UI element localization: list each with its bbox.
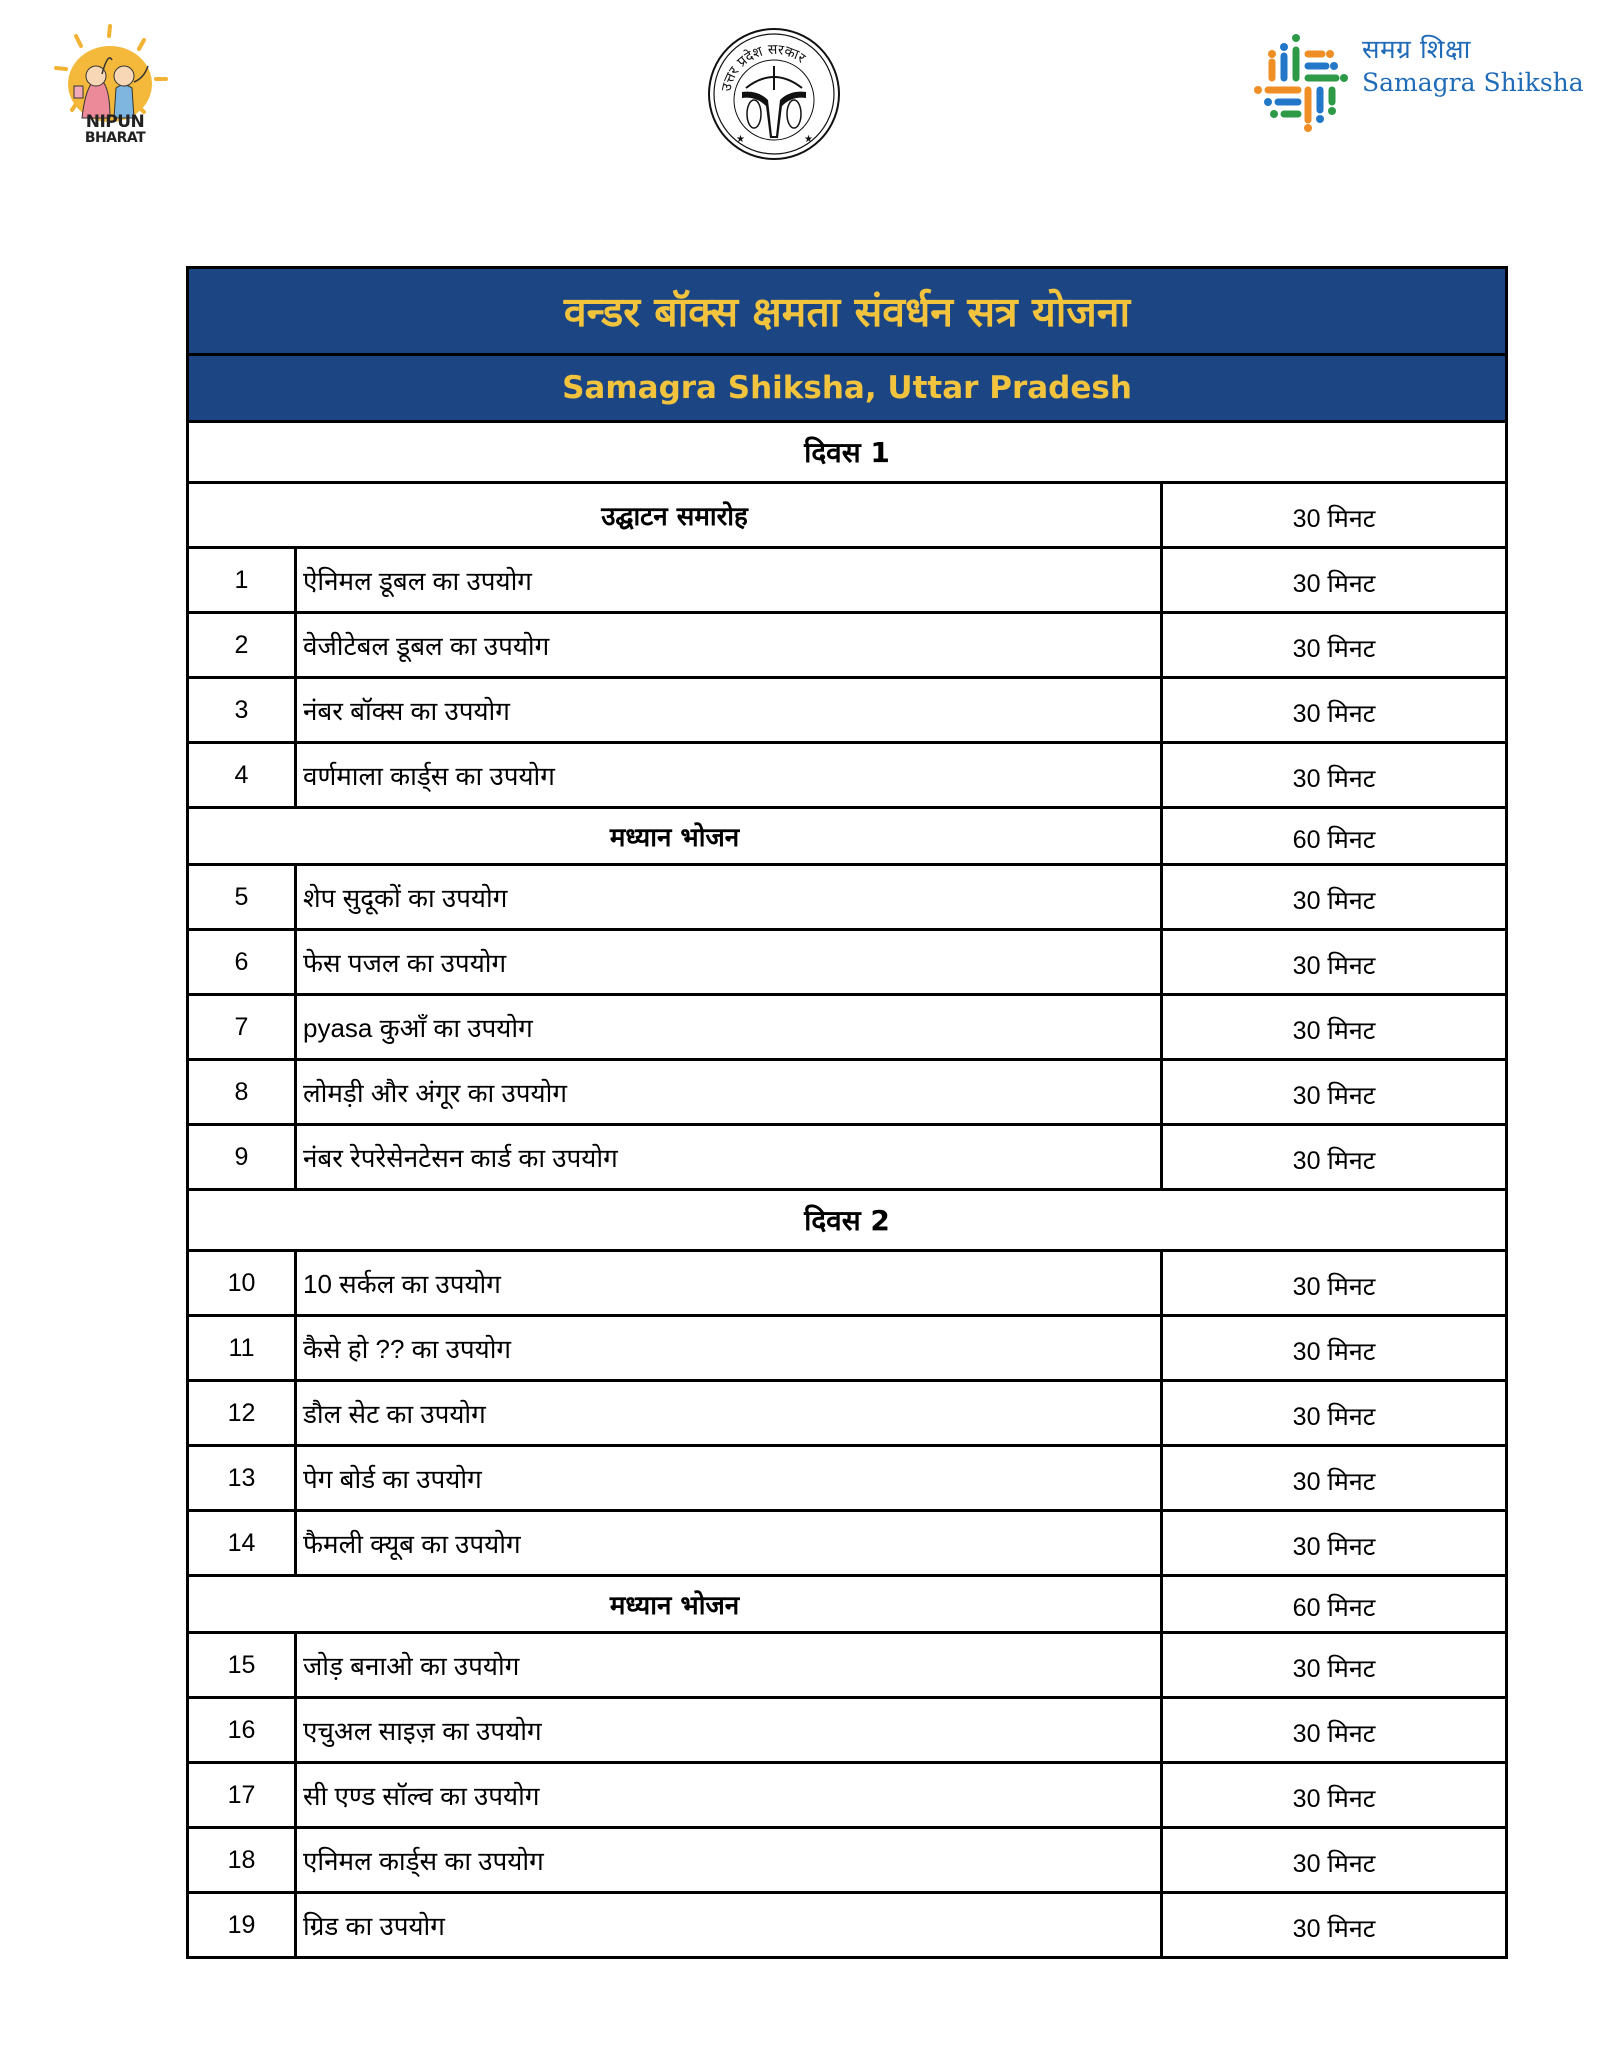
activity-row [188,743,1507,808]
samagra-shiksha-wordmark [1362,34,1584,100]
activity-row [188,1381,1507,1446]
activity-row [188,1251,1507,1316]
activity-number: 6 [188,930,296,995]
activity-name: जोड़ बनाओ का उपयोग [296,1633,1162,1698]
activity-row [188,1060,1507,1125]
activity-row [188,1446,1507,1511]
activity-duration: 30 मिनट [1162,995,1507,1060]
nipun-wordmark-line2: BHARAT [84,130,146,146]
activity-name: वर्णमाला कार्ड्स का उपयोग [296,743,1162,808]
samagra-shiksha-logo-mark [1250,20,1362,132]
nipun-bharat-wordmark [80,114,150,146]
activity-number: 11 [188,1316,296,1381]
activity-number: 19 [188,1893,296,1958]
break-duration: 60 मिनट [1162,808,1507,865]
activity-row [188,1828,1507,1893]
day-header-row [188,1190,1507,1251]
activity-number: 5 [188,865,296,930]
activity-number: 4 [188,743,296,808]
activity-row [188,548,1507,613]
activity-name: सी एण्ड सॉल्व का उपयोग [296,1763,1162,1828]
activity-row [188,865,1507,930]
lunch-break-row [188,808,1507,865]
activity-duration: 30 मिनट [1162,548,1507,613]
seal-text: उत्तर प्रदेश सरकार [718,41,809,93]
break-duration: 30 मिनट [1162,483,1507,548]
lunch-break-label: मध्यान भोजन [188,808,1162,865]
activity-number: 3 [188,678,296,743]
activity-row [188,995,1507,1060]
activity-row [188,1763,1507,1828]
activity-name: फेस पजल का उपयोग [296,930,1162,995]
activity-name: फैमली क्यूब का उपयोग [296,1511,1162,1576]
activity-duration: 30 मिनट [1162,613,1507,678]
activity-name: शेप सुदूकों का उपयोग [296,865,1162,930]
samagra-shiksha-english: Samagra Shiksha [1362,68,1584,97]
svg-text:★: ★ [804,134,813,145]
samagra-shiksha-mark-icon [1250,20,1362,132]
activity-duration: 30 मिनट [1162,1633,1507,1698]
lunch-break-label: मध्यान भोजन [188,1576,1162,1633]
lunch-break-row [188,1576,1507,1633]
up-government-seal [706,26,842,162]
activity-name: ग्रिड का उपयोग [296,1893,1162,1958]
table-title-row [188,268,1507,355]
nipun-wordmark-line1: NIPUN [85,112,145,132]
activity-number: 15 [188,1633,296,1698]
activity-duration: 30 मिनट [1162,865,1507,930]
day-header-row [188,422,1507,483]
activity-duration: 30 मिनट [1162,1828,1507,1893]
activity-duration: 30 मिनट [1162,1125,1507,1190]
activity-number: 12 [188,1381,296,1446]
activity-name: कैसे हो ?? का उपयोग [296,1316,1162,1381]
activity-number: 2 [188,613,296,678]
activity-duration: 30 मिनट [1162,743,1507,808]
activity-row [188,613,1507,678]
activity-duration: 30 मिनट [1162,1698,1507,1763]
activity-duration: 30 मिनट [1162,678,1507,743]
activity-number: 8 [188,1060,296,1125]
table-subtitle-row [188,355,1507,422]
activity-number: 1 [188,548,296,613]
activity-name: ऐनिमल डूबल का उपयोग [296,548,1162,613]
activity-name: पेग बोर्ड का उपयोग [296,1446,1162,1511]
activity-number: 9 [188,1125,296,1190]
inauguration-label: उद्घाटन समारोह [188,483,1162,548]
activity-number: 16 [188,1698,296,1763]
activity-number: 14 [188,1511,296,1576]
activity-name: 10 सर्कल का उपयोग [296,1251,1162,1316]
activity-name: डौल सेट का उपयोग [296,1381,1162,1446]
inauguration-row [188,483,1507,548]
activity-name: pyasa कुआँ का उपयोग [296,995,1162,1060]
activity-name: नंबर बॉक्स का उपयोग [296,678,1162,743]
activity-number: 10 [188,1251,296,1316]
day-label: दिवस 2 [188,1190,1507,1251]
activity-duration: 30 मिनट [1162,1511,1507,1576]
svg-text:★: ★ [736,134,745,145]
activity-row [188,678,1507,743]
activity-duration: 30 मिनट [1162,1446,1507,1511]
samagra-shiksha-hindi: समग्र शिक्षा [1362,35,1471,65]
activity-number: 13 [188,1446,296,1511]
activity-duration: 30 मिनट [1162,1060,1507,1125]
activity-row [188,1125,1507,1190]
session-schedule-table [186,266,1508,1959]
activity-duration: 30 मिनट [1162,1763,1507,1828]
activity-duration: 30 मिनट [1162,1893,1507,1958]
activity-name: नंबर रेपरेसेनटेसन कार्ड का उपयोग [296,1125,1162,1190]
nipun-bharat-logo [52,22,172,150]
day-label: दिवस 1 [188,422,1507,483]
activity-name: एनिमल कार्ड्स का उपयोग [296,1828,1162,1893]
break-duration: 60 मिनट [1162,1576,1507,1633]
table-subtitle: Samagra Shiksha, Uttar Pradesh [188,355,1507,422]
activity-number: 7 [188,995,296,1060]
activity-name: लोमड़ी और अंगूर का उपयोग [296,1060,1162,1125]
activity-row [188,1698,1507,1763]
activity-number: 17 [188,1763,296,1828]
table-title: वन्डर बॉक्स क्षमता संवर्धन सत्र योजना [188,268,1507,355]
activity-row [188,1511,1507,1576]
activity-row [188,1893,1507,1958]
up-seal-emblem-icon [706,26,842,162]
activity-duration: 30 मिनट [1162,930,1507,995]
activity-row [188,1316,1507,1381]
activity-row [188,930,1507,995]
activity-name: एचुअल साइज़ का उपयोग [296,1698,1162,1763]
activity-duration: 30 मिनट [1162,1316,1507,1381]
activity-row [188,1633,1507,1698]
activity-number: 18 [188,1828,296,1893]
activity-duration: 30 मिनट [1162,1251,1507,1316]
activity-name: वेजीटेबल डूबल का उपयोग [296,613,1162,678]
activity-duration: 30 मिनट [1162,1381,1507,1446]
